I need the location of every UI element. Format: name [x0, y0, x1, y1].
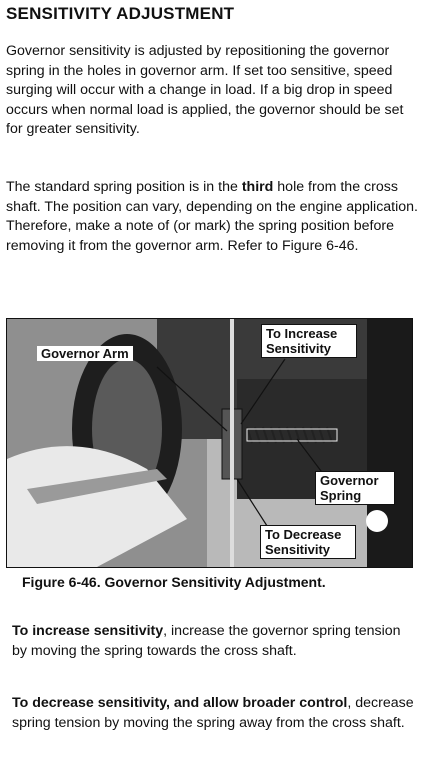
standard-text-after: hole from the cross shaft. The position can vary, depending on the engine application. Therefore, make a note of (or mark) the spring position before removing it from the governor arm. Refer to Figure 6-46. [6, 179, 418, 254]
decrease-sensitivity-label: To Decrease Sensitivity [260, 525, 356, 559]
intro-paragraph: Governor sensitivity is adjusted by repositioning the governor spring in the holes in governor arm. If set too sensitive, speed surging will occur with a change in load. If a big drop in speed occurs when normal load is applied, the governor should be set for greater sensitivity. [6, 43, 404, 137]
governor-photo-figure [6, 318, 413, 568]
governor-arm-label: Governor Arm [37, 346, 133, 361]
decrease-instruction [12, 694, 416, 733]
decrease-lead: To decrease sensitivity, and allow broader control [12, 695, 348, 711]
section-title: SENSITIVITY ADJUSTMENT [6, 4, 235, 23]
standard-emphasis: third [241, 179, 274, 195]
figure-caption: Figure 6-46. Governor Sensitivity Adjustment. [22, 574, 326, 590]
governor-spring-label: Governor Spring [315, 471, 395, 505]
standard-text-before: The standard spring position is in the [6, 179, 242, 195]
increase-sensitivity-label: To Increase Sensitivity [261, 324, 357, 358]
decrease-rest: , decrease spring tension by moving the spring away from the cross shaft. [12, 695, 414, 731]
increase-rest: , increase the governor spring tension by moving the spring towards the cross shaft. [12, 623, 401, 659]
increase-instruction [12, 622, 416, 661]
increase-lead: To increase sensitivity [12, 623, 164, 639]
standard-position-paragraph [6, 178, 418, 256]
